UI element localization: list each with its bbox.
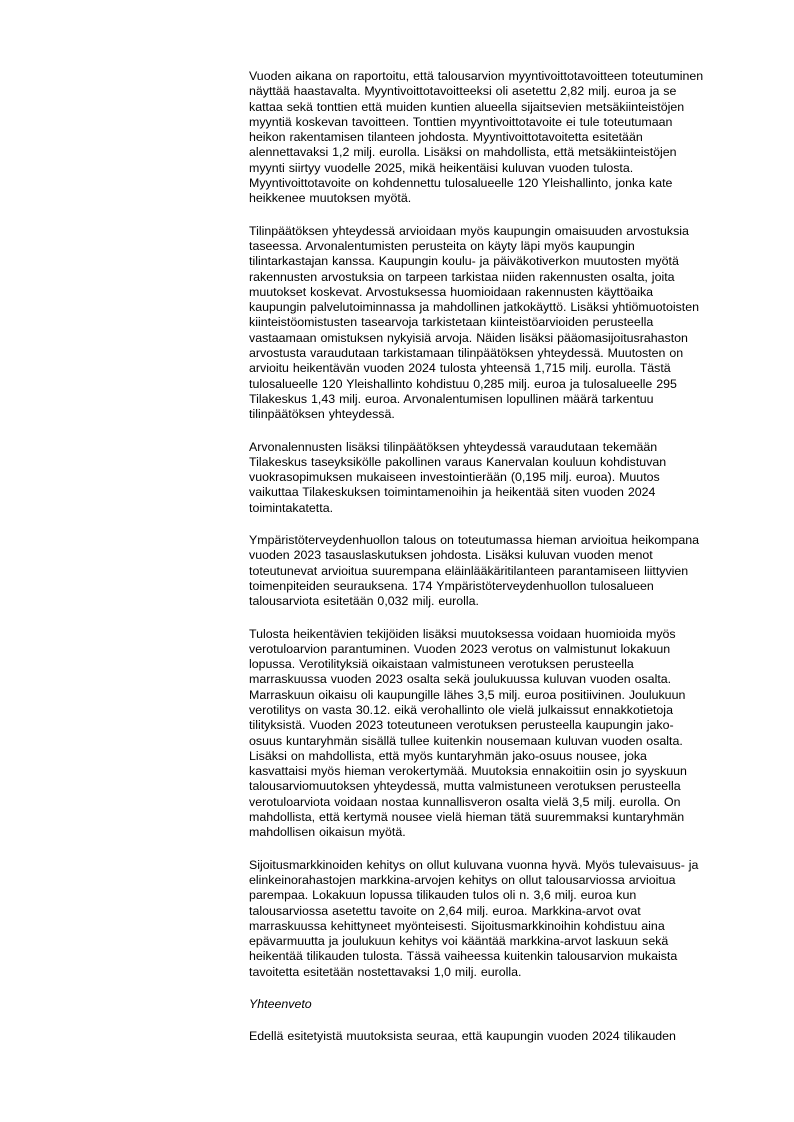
text-line: Lisäksi on mahdollista, että myös kuntaryhmän jako-osuus nousee, joka bbox=[249, 748, 647, 763]
text-line: vaikuttaa Tilakeskuksen toimintamenoihin ja heikentää siten vuoden 2024 bbox=[249, 485, 656, 500]
paragraph-investment-markets bbox=[249, 858, 719, 980]
text-line: Tilinpäätöksen yhteydessä arvioidaan myös kaupungin omaisuuden arvostuksia bbox=[249, 223, 689, 238]
text-line: toteutunevat arvioitua suurempana eläinlääkäritilanteen parantamiseen liittyvien bbox=[249, 563, 689, 578]
paragraph-kanervala-provision bbox=[249, 440, 719, 516]
text-line: kattaa sekä tonttien että muiden kuntien alueella sijaitsevien metsäkiinteistöjen bbox=[249, 99, 685, 114]
section-heading-summary bbox=[249, 997, 719, 1012]
text-line: Tilakeskus taseyksikölle pakollinen varaus Kanervalan kouluun kohdistuvan bbox=[249, 454, 667, 469]
text-line: Ympäristöterveydenhuollon talous on toteutumassa hieman arvioitua heikompana bbox=[249, 533, 700, 548]
text-line: kaupungin palvelutoiminnassa ja mahdollinen jatkokäyttö. Lisäksi yhtiömuotoisten bbox=[249, 300, 700, 315]
text-line: Vuoden aikana on raportoitu, että talousarvion myyntivoittotavoitteen toteutuminen bbox=[249, 69, 704, 83]
text-line: epävarmuutta ja joulukuun kehitys voi kääntää markkina-arvot laskuun sekä bbox=[249, 934, 669, 949]
paragraph-summary bbox=[249, 1029, 719, 1044]
text-line: marraskuussa vuoden 2023 osalta sekä joulukuussa kuluvan vuoden osalta. bbox=[249, 672, 672, 687]
text-line: heikentää tilikauden tulosta. Tässä vaiheessa kuitenkin talousarvion mukaista bbox=[249, 949, 678, 964]
text-line: marraskuussa kehittyneet myönteisesti. Sijoitusmarkkinoihin kohdistuu aina bbox=[249, 918, 665, 933]
text-line: vuoden 2023 tasauslaskutuksen johdosta. Lisäksi kuluvan vuoden menot bbox=[249, 548, 653, 563]
text-line: arvioitu heikentävän vuoden 2024 tulosta yhteensä 1,715 milj. eurolla. Tästä bbox=[249, 361, 671, 376]
paragraph-sales-gain-target bbox=[249, 69, 719, 207]
text-line: Marraskuun oikaisu oli kaupungille lähes 3,5 milj. euroa positiivinen. Joulukuun bbox=[249, 687, 686, 702]
text-line: tilityksistä. Vuoden 2023 toteutuneen verotuksen perusteella kaupungin jako- bbox=[249, 718, 674, 733]
text-line: mahdollisen oikaisun myötä. bbox=[249, 825, 406, 840]
text-line: myynti siirtyy vuodelle 2025, mikä heikentäisi kuluvan vuoden tulosta. bbox=[249, 160, 634, 175]
text-line: kiinteistöomistusten tasearvoja tarkistetaan kiinteistöarvioiden perusteella bbox=[249, 315, 654, 330]
text-line: lopussa. Verotilityksiä oikaistaan valmistuneen verotuksen perusteella bbox=[249, 657, 634, 672]
text-line: tilintarkastajan kanssa. Kaupungin koulu- ja päiväkotiverkon muutosten myötä bbox=[249, 254, 679, 269]
text-line: kasvattaisi myös hieman verokertymää. Muutoksia ennakoitiin osin jo syyskuun bbox=[249, 764, 687, 779]
text-line: tulosalueelle 120 Yleishallinto kohdistuu 0,285 milj. euroa ja tulosalueelle 295 bbox=[249, 376, 677, 391]
text-line: muutokset koskevat. Arvostuksessa huomioidaan rakennusten käyttöaika bbox=[249, 284, 654, 299]
text-line: tilinpäätöksen yhteydessä. bbox=[249, 407, 395, 422]
paragraph-environmental-health bbox=[249, 533, 719, 609]
paragraph-asset-valuations bbox=[249, 224, 719, 423]
text-line: näyttää haastavalta. Myyntivoittotavoitteeksi oli asetettu 2,82 milj. euroa ja se bbox=[249, 84, 677, 99]
text-line: Arvonalennusten lisäksi tilinpäätöksen yhteydessä varaudutaan tekemään bbox=[249, 439, 658, 454]
text-line: vastaamaan omistuksen nykyisiä arvoja. Näiden lisäksi pääomasijoitusrahaston bbox=[249, 330, 688, 345]
text-line: osuus kuntaryhmän sisällä tullee kuitenkin nousemaan kuluvan vuoden osalta. bbox=[249, 733, 683, 748]
text-line: heikon rakentamisen tilanteen johdosta. Myyntivoittotavoitetta esitetään bbox=[249, 130, 643, 145]
text-line: heikkenee muutoksen myötä. bbox=[249, 191, 412, 206]
text-line: taseessa. Arvonalentumisten perusteita on käyty läpi myös kaupungin bbox=[249, 238, 635, 253]
paragraph-tax-revenue bbox=[249, 627, 719, 841]
text-line: parempaa. Lokakuun lopussa tilikauden tulos oli n. 3,6 milj. euroa kun bbox=[249, 888, 637, 903]
text-line: Edellä esitetyistä muutoksista seuraa, että kaupungin vuoden 2024 tilikauden bbox=[249, 1029, 676, 1044]
text-line: talousarviota esitetään 0,032 milj. eurolla. bbox=[249, 594, 479, 609]
heading-text: Yhteenveto bbox=[249, 997, 312, 1012]
text-line: toimintakatetta. bbox=[249, 500, 334, 515]
text-line: elinkeinorahastojen markkina-arvojen kehitys on ollut talousarviossa arvioitua bbox=[249, 872, 676, 887]
text-line: Tilakeskus 1,43 milj. euroa. Arvonalentumisen lopullinen määrä tarkentuu bbox=[249, 391, 654, 406]
text-line: verotuloarvion parantuminen. Vuoden 2023 verotus on valmistunut lokakuun bbox=[249, 641, 671, 656]
text-line: myyntiä koskevan tavoitteen. Tonttien myyntivoittotavoite ei tule toteutumaan bbox=[249, 114, 673, 129]
text-line: talousarviossa asetettu tavoite on 2,64 milj. euroa. Markkina-arvot ovat bbox=[249, 903, 641, 918]
text-line: rakennusten arvostuksia on tarpeen tarkistaa niiden rakennusten osalta, joita bbox=[249, 269, 675, 284]
text-line: Sijoitusmarkkinoiden kehitys on ollut kuluvana vuonna hyvä. Myös tulevaisuus- ja bbox=[249, 857, 699, 872]
text-line: verotilitys on vasta 30.12. eikä verohallinto ole vielä julkaissut ennakkotietoja bbox=[249, 702, 673, 717]
text-line: alennettavaksi 1,2 milj. eurolla. Lisäksi on mahdollista, että metsäkiinteistöjen bbox=[249, 145, 677, 160]
document-page bbox=[249, 69, 719, 1062]
text-line: arvostusta varaudutaan tarkistamaan tilinpäätöksen yhteydessä. Muutosten on bbox=[249, 346, 684, 361]
text-line: talousarviomuutoksen yhteydessä, mutta valmistuneen verotuksen perusteella bbox=[249, 779, 681, 794]
text-line: mahdollista, että kertymä nousee vielä hieman tätä suuremmaksi kuntaryhmän bbox=[249, 810, 685, 825]
text-line: verotuloarviota voidaan nostaa kunnallisveron osalta vielä 3,5 milj. eurolla. On bbox=[249, 794, 681, 809]
text-line: tavoitetta esitetään nostettavaksi 1,0 milj. eurolla. bbox=[249, 964, 522, 979]
text-line: Myyntivoittotavoite on kohdennettu tulosalueelle 120 Yleishallinto, jonka kate bbox=[249, 176, 673, 191]
text-line: Tulosta heikentävien tekijöiden lisäksi muutoksessa voidaan huomioida myös bbox=[249, 626, 676, 641]
text-line: vuokrasopimuksen mukaiseen investointierään (0,195 milj. euroa). Muutos bbox=[249, 470, 660, 485]
text-line: toimenpiteiden seurauksena. 174 Ympäristöterveydenhuollon tulosalueen bbox=[249, 578, 654, 593]
